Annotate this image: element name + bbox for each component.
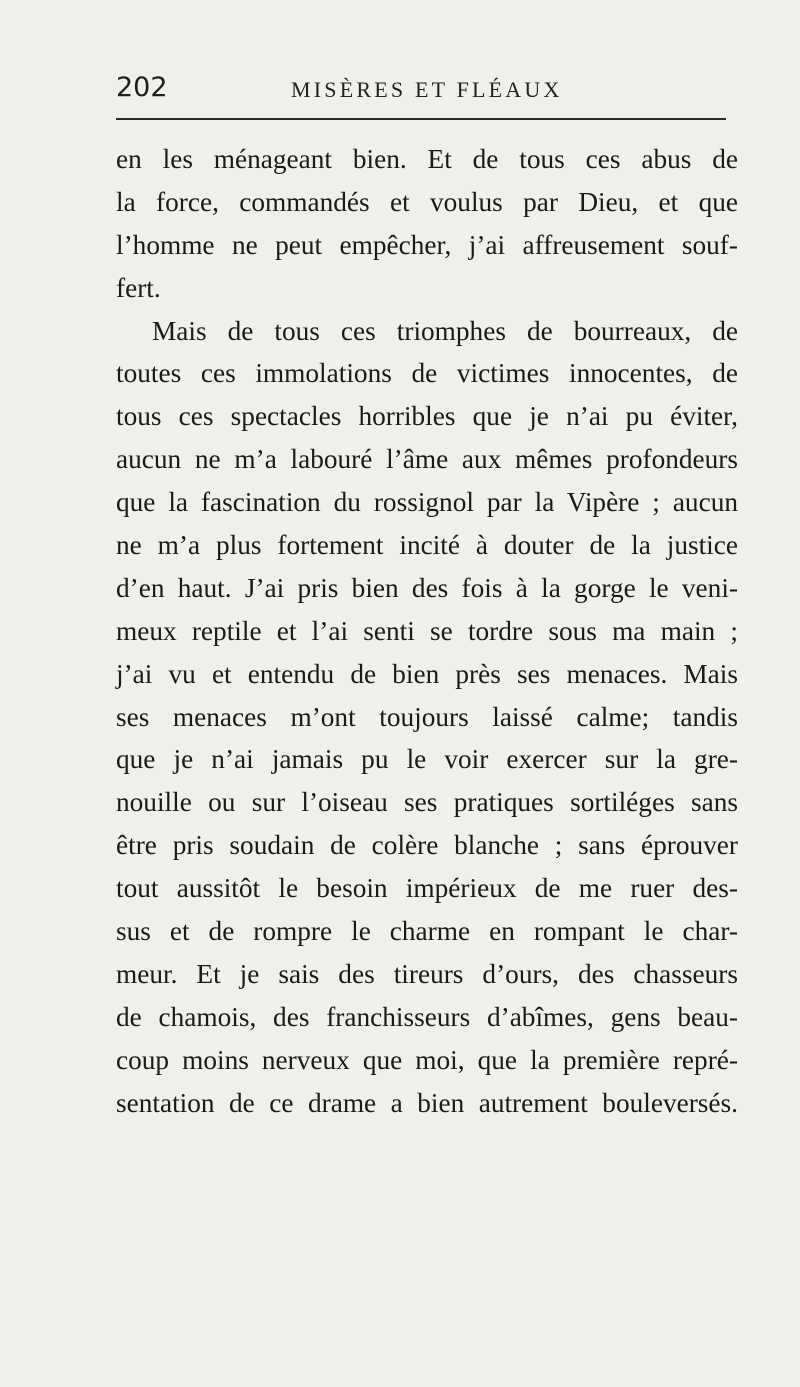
text-line: d’en haut. J’ai pris bien des fois à la gorge le veni- [116,572,738,603]
text-line: que je n’ai jamais pu le voir exercer sur la gre- [116,744,738,775]
text-line: de chamois, des franchisseurs d’abîmes, gens beau- [116,1001,738,1032]
running-title: MISÈRES ET FLÉAUX [291,77,563,102]
text-line: coup moins nerveux que moi, que la première repré- [116,1044,738,1075]
text-line: ne m’a plus fortement incité à douter de la justice [116,530,738,561]
text-line: la force, commandés et voulus par Dieu, et que [116,186,738,217]
text-line: meux reptile et l’ai senti se tordre sous ma main ; [116,615,738,646]
text-line: aucun ne m’a labouré l’âme aux mêmes profondeurs [116,444,738,475]
body-text [116,138,738,1124]
text-line: tout aussitôt le besoin impérieux de me ruer des- [116,873,738,904]
text-line: j’ai vu et entendu de bien près ses menaces. Mais [116,658,738,689]
page-header [116,70,728,110]
page-number: 202 [116,72,168,103]
text-line: être pris soudain de colère blanche ; sans éprouver [116,830,738,861]
text-line: nouille ou sur l’oiseau ses pratiques sortiléges sans [116,787,738,818]
text-line: fert. [116,272,161,303]
text-line: en les ménageant bien. Et de tous ces abus de [116,144,738,174]
text-line: sus et de rompre le charme en rompant le char- [116,916,738,947]
text-line: que la fascination du rossignol par la Vipère ; aucun [116,487,738,518]
text-line: tous ces spectacles horribles que je n’ai pu éviter, [116,401,738,432]
text-line: Mais de tous ces triomphes de bourreaux, de [152,315,738,346]
text-line: toutes ces immolations de victimes innocentes, de [116,358,738,389]
text-line: ses menaces m’ont toujours laissé calme; tandis [116,701,738,732]
text-line: meur. Et je sais des tireurs d’ours, des chasseurs [116,958,738,989]
text-line: sentation de ce drame a bien autrement bouleversés. [116,1087,738,1118]
text-line: l’homme ne peut empêcher, j’ai affreusement souf- [116,229,738,260]
header-rule [116,118,726,120]
